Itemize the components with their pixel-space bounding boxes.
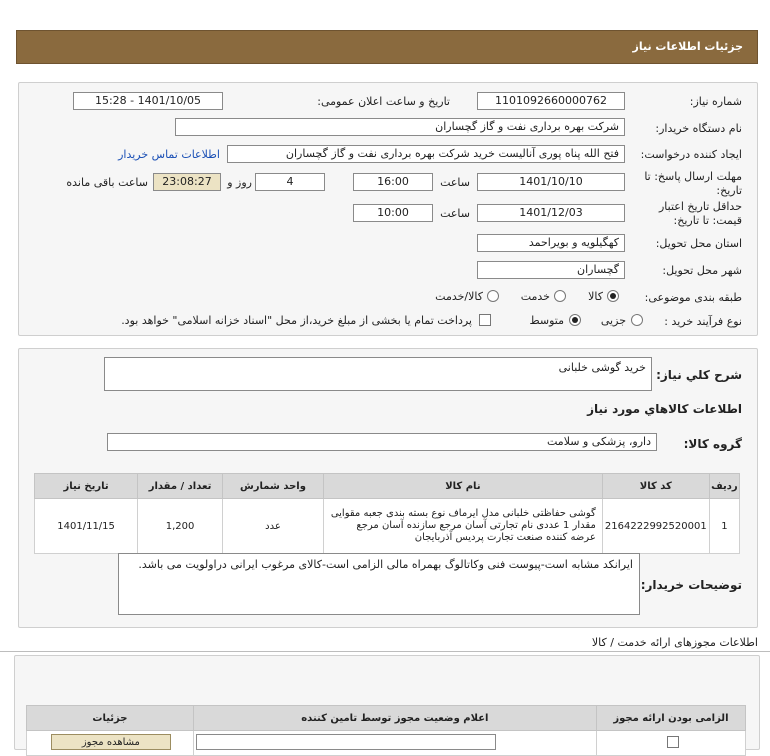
cell-name: گوشی حفاظتی خلبانی مدل ایرماف نوع بسته بندی جعبه مقوایی مقدار 1 عددی نام تجارتی آسان مرجع سازنده آسان مرجع عرضه کننده صنعت تجارت پردیس آذربایجان [324, 499, 603, 554]
deadline-label-2: تاریخ: [716, 184, 742, 197]
permits-table [26, 705, 746, 756]
category-service-radio[interactable] [554, 290, 566, 302]
permit-status-select[interactable] [196, 734, 496, 750]
category-both-label: کالا/خدمت [435, 290, 483, 303]
cell-code: 2164222992520001 [602, 499, 709, 554]
buyer-org-field: شرکت بهره برداری نفت و گاز گچساران [175, 118, 625, 136]
buyer-contact-link[interactable]: اطلاعات تماس خریدار [118, 148, 220, 161]
category-goods-radio[interactable] [607, 290, 619, 302]
remaining-label: ساعت باقی مانده [66, 176, 148, 189]
buyer-notes-label: توضیحات خریدار: [640, 578, 742, 592]
city-field: گچساران [477, 261, 625, 279]
col-permit-details: جزئیات [27, 706, 194, 731]
announce-label: تاریخ و ساعت اعلان عمومی: [317, 95, 450, 108]
permits-title: اطلاعات مجوزهای ارائه خدمت / کالا [591, 636, 758, 649]
treasury-payment-checkbox[interactable] [479, 314, 491, 326]
permit-required-cell [596, 731, 745, 756]
validity-time-label: ساعت [440, 207, 470, 220]
cell-unit: عدد [222, 499, 323, 554]
cell-row: 1 [709, 499, 739, 554]
validity-date-field: 1401/12/03 [477, 204, 625, 222]
process-label: نوع فرآیند خرید : [664, 315, 742, 328]
category-service-label: خدمت [520, 290, 550, 303]
process-medium-radio[interactable] [569, 314, 581, 326]
need-title-field: خرید گوشی خلبانی [104, 357, 652, 391]
buyer-org-label: نام دستگاه خریدار: [655, 122, 742, 135]
announce-field: 1401/10/05 - 15:28 [73, 92, 223, 110]
days-label: روز و [227, 176, 252, 189]
permit-details-cell [27, 731, 194, 756]
permits-divider [0, 651, 770, 652]
permit-status-cell [193, 731, 596, 756]
col-permit-required: الزامی بودن ارائه مجوز [596, 706, 745, 731]
goods-section-title: اطلاعات كالاهاي مورد نياز [587, 402, 742, 416]
deadline-label-1: مهلت ارسال پاسخ: تا [644, 170, 742, 183]
category-label: طبقه بندی موضوعی: [644, 291, 742, 304]
need-number-label: شماره نیاز: [689, 95, 742, 108]
goods-table [34, 473, 740, 554]
col-row: ردیف [709, 474, 739, 499]
validity-label-1: حداقل تاریخ اعتبار [658, 200, 742, 213]
category-both-radio[interactable] [487, 290, 499, 302]
goods-group-label: گروه کالا: [683, 437, 742, 451]
view-permit-button[interactable]: مشاهده مجوز [51, 734, 171, 750]
page-header [16, 30, 758, 64]
process-medium-label: متوسط [529, 314, 564, 327]
remaining-time-field: 23:08:27 [153, 173, 221, 191]
col-unit: واحد شمارش [222, 474, 323, 499]
city-label: شهر محل تحویل: [662, 264, 742, 277]
validity-label-2: قیمت: تا تاریخ: [673, 214, 742, 227]
table-row [35, 499, 740, 554]
goods-table-header [35, 474, 740, 499]
permits-table-header [27, 706, 746, 731]
process-minor-label: جزیی [600, 314, 626, 327]
province-field: کهگیلویه و بویراحمد [477, 234, 625, 252]
cell-qty: 1,200 [138, 499, 223, 554]
goods-group-field: دارو، پزشکی و سلامت [107, 433, 657, 451]
creator-field: فتح الله پناه پوری آنالیست خرید شرکت بهره برداری نفت و گاز گچساران [227, 145, 625, 163]
col-name: نام کالا [324, 474, 603, 499]
table-row [27, 731, 746, 756]
days-remaining-field: 4 [255, 173, 325, 191]
deadline-time-label: ساعت [440, 176, 470, 189]
process-minor-radio[interactable] [631, 314, 643, 326]
permit-required-checkbox [667, 736, 679, 748]
col-qty: تعداد / مقدار [138, 474, 223, 499]
deadline-time-field: 16:00 [353, 173, 433, 191]
cell-date: 1401/11/15 [35, 499, 138, 554]
col-date: تاریخ نیاز [35, 474, 138, 499]
creator-label: ایجاد کننده درخواست: [640, 148, 742, 161]
deadline-date-field: 1401/10/10 [477, 173, 625, 191]
need-number-field: 1101092660000762 [477, 92, 625, 110]
need-title-label: شرح كلي نياز: [656, 368, 742, 382]
buyer-notes-field: ایرانکد مشابه است-پیوست فنی وکاتالوگ بهمراه مالی الزامی است-کالای مرغوب ایرانی دراولویت می باشد. [118, 553, 640, 615]
treasury-payment-note: پرداخت تمام یا بخشی از مبلغ خرید،از محل "اسناد خزانه اسلامی" خواهد بود. [121, 314, 472, 327]
validity-time-field: 10:00 [353, 204, 433, 222]
col-code: کد کالا [602, 474, 709, 499]
page-title: جزئیات اطلاعات نیاز [632, 40, 743, 53]
category-goods-label: کالا [588, 290, 603, 303]
col-permit-status: اعلام وضعیت مجوز توسط تامین کننده [193, 706, 596, 731]
province-label: استان محل تحویل: [655, 237, 742, 250]
